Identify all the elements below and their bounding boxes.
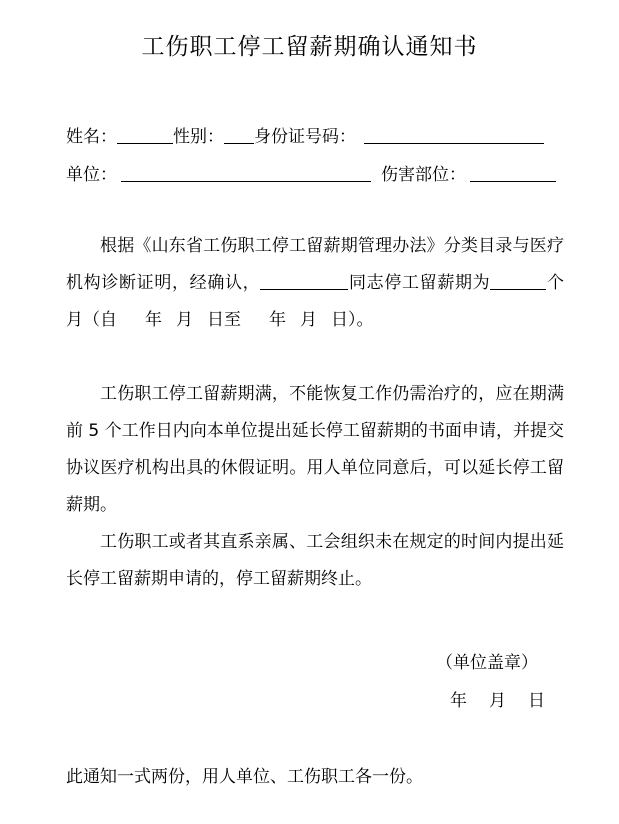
- start-month-label: 月: [176, 310, 193, 330]
- name-blank[interactable]: [117, 125, 173, 144]
- signature-day-label: 日: [528, 691, 545, 711]
- confirmation-text: 根据《山东省工伤职工停工留薪期管理办法》分类目录与医疗机构诊断证明，经确认，: [66, 236, 564, 293]
- paragraph-termination: 工伤职工或者其直系亲属、工会组织未在规定的时间内提出延长停工留薪期申请的，停工留薪期终止。: [66, 532, 564, 589]
- form-row-unit: [66, 160, 556, 185]
- unit-blank[interactable]: [121, 163, 371, 182]
- start-year-label: 年: [145, 310, 162, 330]
- gender-label: 性别：: [173, 127, 224, 147]
- injury-site-blank[interactable]: [470, 163, 556, 182]
- signature-month-label: 月: [489, 691, 506, 711]
- form-row-personal: [66, 122, 544, 147]
- paragraph-confirmation: [66, 228, 564, 339]
- confirmation-text-2: 同志停工留薪期为: [348, 273, 491, 293]
- gender-blank[interactable]: [224, 125, 254, 144]
- document-title: 工伤职工停工留薪期确认通知书: [141, 34, 478, 60]
- end-day-label: 日）。: [331, 310, 374, 330]
- unit-label: 单位：: [66, 165, 117, 185]
- id-number-label: 身份证号码：: [254, 127, 356, 147]
- months-blank[interactable]: [490, 271, 546, 290]
- id-number-blank[interactable]: [364, 125, 544, 144]
- end-year-label: 年: [269, 310, 286, 330]
- signature-date: [450, 686, 545, 711]
- paragraph-extension: 工伤职工停工留薪期满，不能恢复工作仍需治疗的，应在期满前 5 个工作日内向本单位提出延长停工留薪期的书面申请，并提交协议医疗机构出具的休假证明。用人单位同意后，可以延长停工留薪期。: [66, 384, 564, 515]
- name-label: 姓名：: [66, 127, 117, 147]
- injury-site-label: 伤害部位：: [381, 165, 466, 185]
- end-month-label: 月: [300, 310, 317, 330]
- footer-note: 此通知一式两份，用人单位、工伤职工各一份。: [66, 767, 423, 787]
- employee-name-blank[interactable]: [260, 271, 348, 290]
- start-day-label: 日至: [207, 310, 241, 330]
- signature-year-label: 年: [450, 691, 467, 711]
- unit-stamp-label: （单位盖章）: [436, 653, 538, 673]
- months-text: 个月（自: [66, 273, 565, 330]
